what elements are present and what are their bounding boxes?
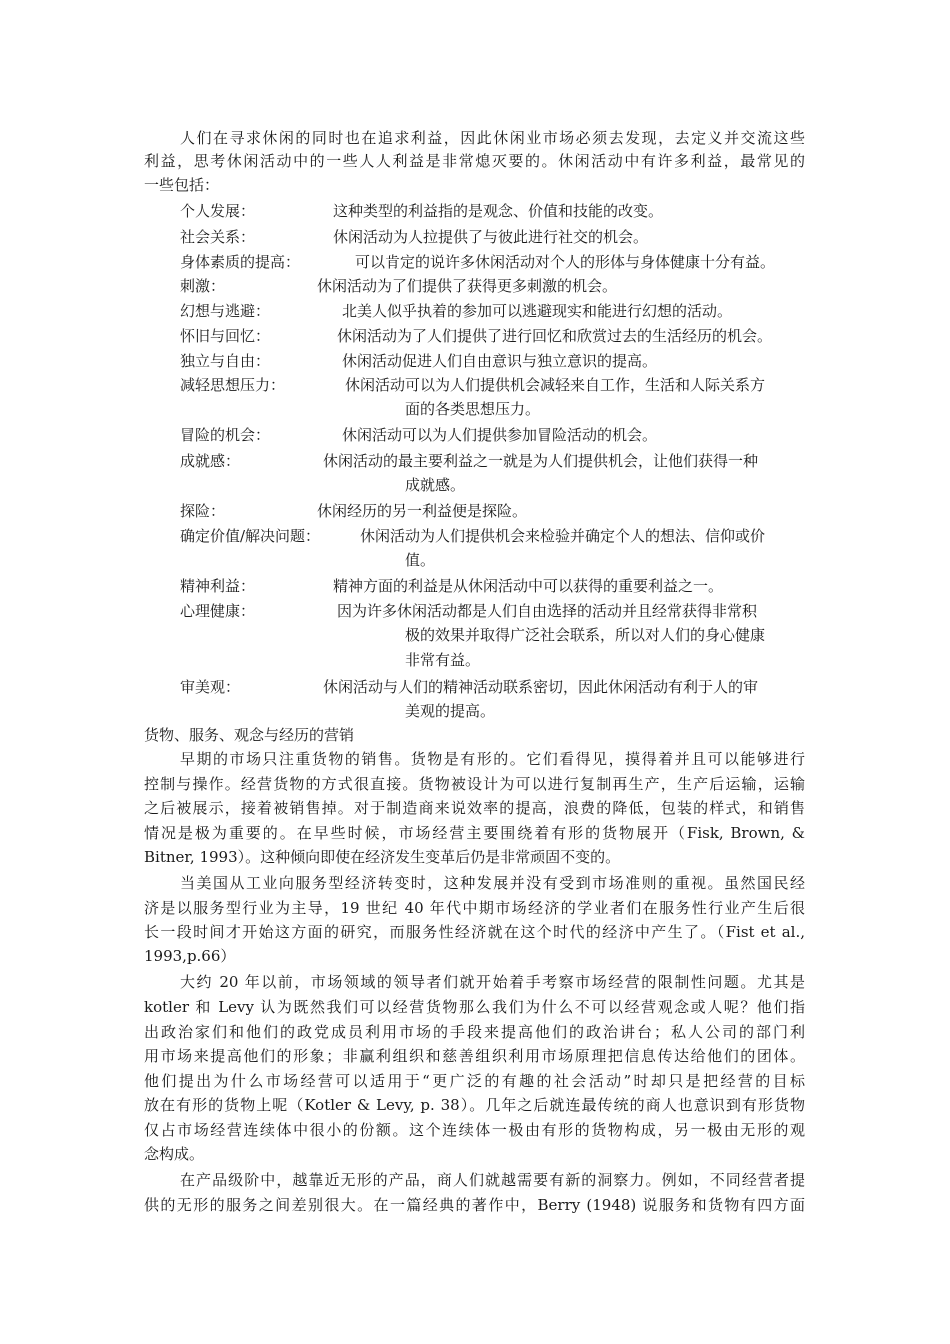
- benefit-label: 刺激：: [180, 277, 226, 295]
- benefit-label: 独立与自由：: [180, 352, 271, 370]
- paragraph-line: 用市场来提高他们的形象；非赢利组织和慈善组织利用市场原理把信息传达给他们的团体。: [144, 1047, 805, 1065]
- intro-line: 一些包括：: [144, 176, 220, 194]
- benefit-label: 怀旧与回忆：: [180, 327, 271, 345]
- paragraph-line: 念构成。: [144, 1145, 205, 1163]
- benefit-description: 休闲经历的另一利益便是探险。: [317, 502, 528, 520]
- benefit-description: 休闲活动与人们的精神活动联系密切，因此休闲活动有利于人的审: [323, 678, 759, 696]
- paragraph-line: 1993,p.66）: [144, 947, 236, 965]
- paragraph-line: Bitner, 1993）。这种倾向即使在经济发生变革后仍是非常顽固不变的。: [144, 848, 621, 866]
- benefit-label: 减轻思想压力：: [180, 376, 286, 394]
- paragraph-line: 情况是极为重要的。在早些时候，市场经营主要围绕着有形的货物展开（Fisk, Brown, &: [144, 824, 805, 842]
- benefit-description: 休闲活动可以为人们提供参加冒险活动的机会。: [342, 426, 658, 444]
- section-heading: 货物、服务、观念与经历的营销: [144, 726, 355, 744]
- paragraph-line: 出政治家们和他们的政党成员利用市场的手段来提高他们的政治讲台；私人公司的部门利: [144, 1023, 805, 1041]
- benefit-description: 可以肯定的说许多休闲活动对个人的形体与身体健康十分有益。: [355, 253, 776, 271]
- intro-line: 利益，思考休闲活动中的一些人人利益是非常熄灭要的。休闲活动中有许多利益，最常见的: [144, 152, 805, 170]
- benefit-description: 非常有益。: [405, 651, 481, 669]
- benefit-description: 面的各类思想压力。: [405, 400, 541, 418]
- benefit-description: 休闲活动促进人们自由意识与独立意识的提高。: [342, 352, 658, 370]
- benefit-label: 社会关系：: [180, 228, 256, 246]
- paragraph-line: 之后被展示，接着被销售掉。对于制造商来说效率的提高，浪费的降低，包装的样式，和销售: [144, 799, 805, 817]
- benefit-description: 值。: [405, 551, 436, 569]
- benefit-description: 因为许多休闲活动都是人们自由选择的活动并且经常获得非常积: [337, 602, 758, 620]
- paragraph-line: 当美国从工业向服务型经济转变时，这种发展并没有受到市场准则的重视。虽然国民经: [180, 874, 805, 892]
- benefit-description: 这种类型的利益指的是观念、价值和技能的改变。: [333, 202, 664, 220]
- benefit-description: 休闲活动的最主要利益之一就是为人们提供机会，让他们获得一种: [323, 452, 759, 470]
- benefit-label: 个人发展：: [180, 202, 256, 220]
- benefit-label: 身体素质的提高：: [180, 253, 301, 271]
- benefit-label: 审美观：: [180, 678, 241, 696]
- benefit-label: 探险：: [180, 502, 226, 520]
- benefit-description: 美观的提高。: [405, 702, 496, 720]
- paragraph-line: 济是以服务型行业为主导，19 世纪 40 年代中期市场经济的学业者们在服务性行业产生后很: [144, 899, 805, 917]
- benefit-description: 休闲活动为人拉提供了与彼此进行社交的机会。: [333, 228, 649, 246]
- benefit-label: 心理健康：: [180, 602, 256, 620]
- paragraph-line: 大约 20 年以前，市场领域的领导者们就开始着手考察市场经营的限制性问题。尤其是: [180, 973, 805, 991]
- benefit-label: 成就感：: [180, 452, 241, 470]
- benefit-label: 确定价值/解决问题：: [180, 527, 321, 545]
- benefit-description: 休闲活动可以为人们提供机会减轻来自工作，生活和人际关系方: [345, 376, 766, 394]
- paragraph-line: 长一段时间才开始这方面的研究，而服务性经济就在这个时代的经济中产生了。（Fist et al.,: [144, 923, 805, 941]
- intro-line: 人们在寻求休闲的同时也在追求利益，因此休闲业市场必须去发现，去定义并交流这些: [180, 129, 805, 147]
- paragraph-line: 放在有形的货物上呢（Kotler & Levy, p. 38）。几年之后就连最传统的商人也意识到有形货物: [144, 1096, 805, 1114]
- benefit-description: 北美人似乎执着的参加可以逃避现实和能进行幻想的活动。: [342, 302, 733, 320]
- paragraph-line: 在产品级阶中，越靠近无形的产品，商人们就越需要有新的洞察力。例如，不同经营者提: [180, 1171, 805, 1189]
- benefit-description: 休闲活动为了们提供了获得更多刺激的机会。: [317, 277, 618, 295]
- paragraph-line: 供的无形的服务之间差别很大。在一篇经典的著作中，Berry (1948) 说服务和货物有四方面: [144, 1196, 805, 1214]
- benefit-label: 冒险的机会：: [180, 426, 271, 444]
- benefit-label: 幻想与逃避：: [180, 302, 271, 320]
- benefit-description: 极的效果并取得广泛社会联系，所以对人们的身心健康: [405, 626, 766, 644]
- paragraph-line: 他们提出为什么市场经营可以适用于“更广泛的有趣的社会活动”时却只是把经营的目标: [144, 1072, 805, 1090]
- benefit-description: 精神方面的利益是从休闲活动中可以获得的重要利益之一。: [333, 577, 724, 595]
- paragraph-line: 控制与操作。经营货物的方式很直接。货物被设计为可以进行复制再生产，生产后运输，运输: [144, 775, 805, 793]
- paragraph-line: 仅占市场经营连续体中很小的份额。这个连续体一极由有形的货物构成，另一极由无形的观: [144, 1121, 805, 1139]
- benefit-description: 成就感。: [405, 476, 466, 494]
- benefit-description: 休闲活动为了人们提供了进行回忆和欣赏过去的生活经历的机会。: [337, 327, 773, 345]
- paragraph-line: 早期的市场只注重货物的销售。货物是有形的。它们看得见，摸得着并且可以能够进行: [180, 750, 805, 768]
- benefit-label: 精神利益：: [180, 577, 256, 595]
- benefit-description: 休闲活动为人们提供机会来检验并确定个人的想法、信仰或价: [360, 527, 766, 545]
- paragraph-line: kotler 和 Levy 认为既然我们可以经营货物那么我们为什么不可以经营观念或人呢？他们指: [144, 998, 805, 1016]
